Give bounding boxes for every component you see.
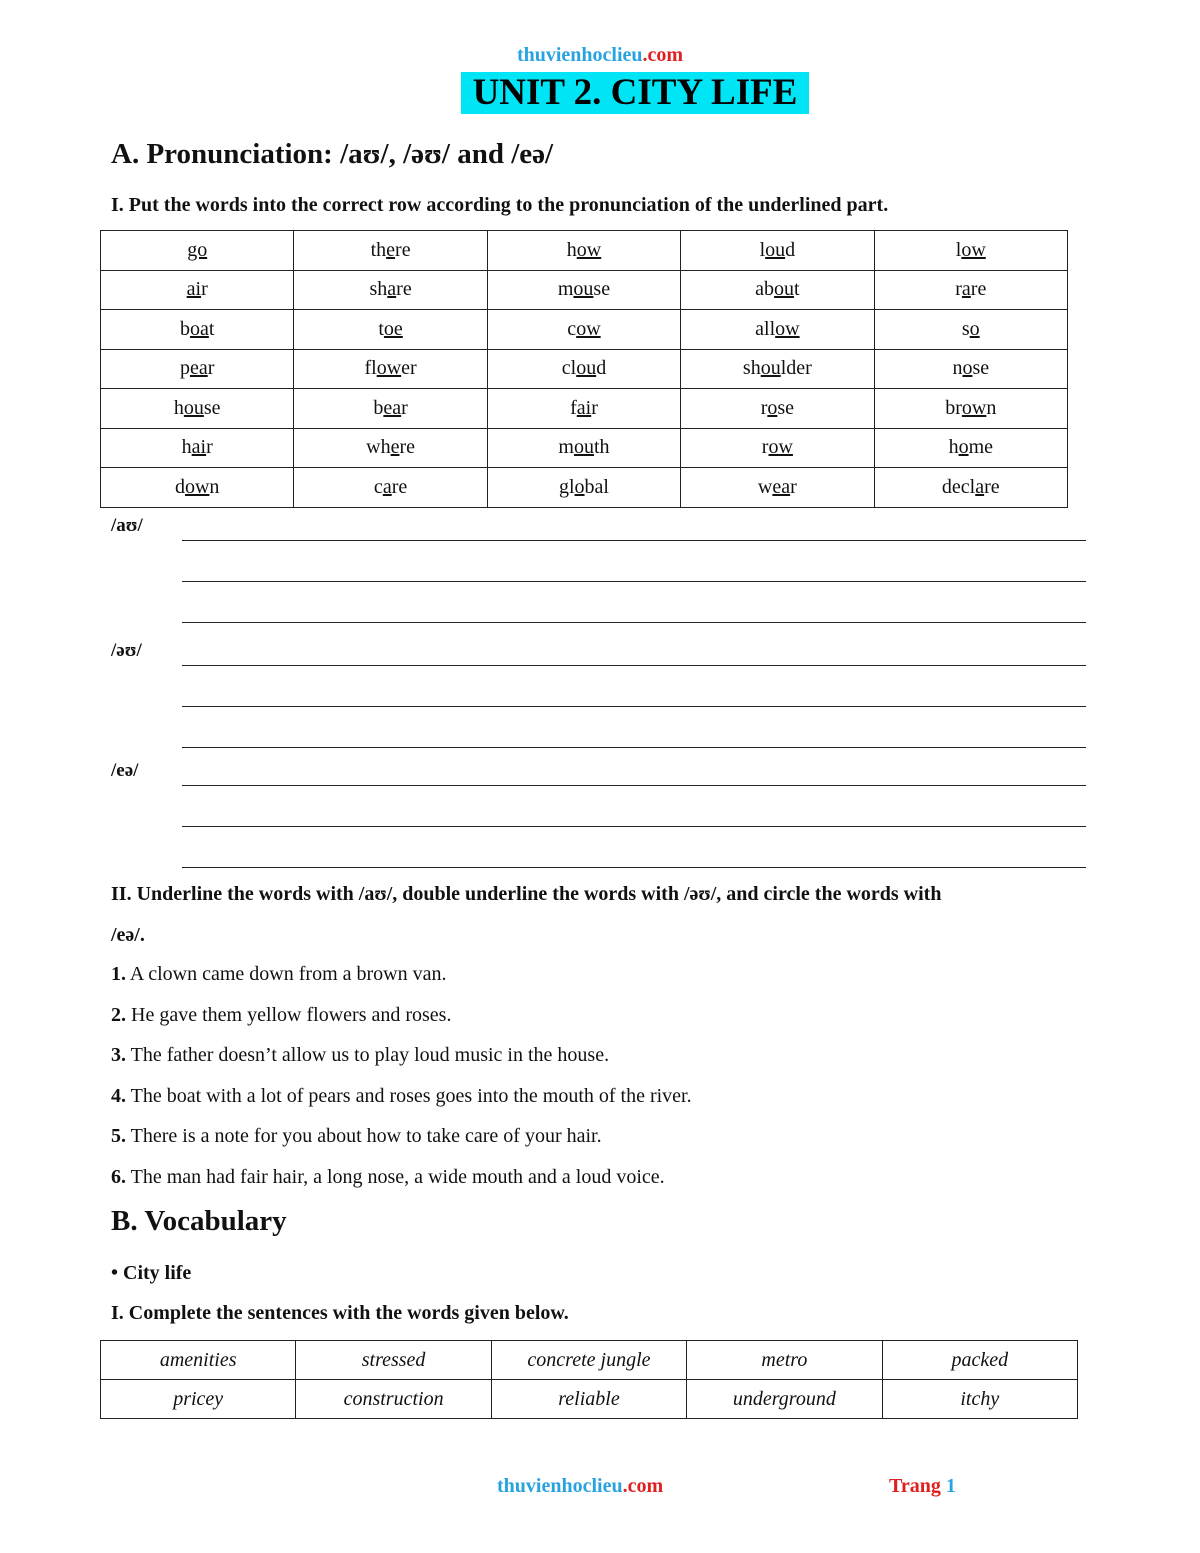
underlined-part: a <box>961 278 971 301</box>
word-cell: toe <box>294 310 487 350</box>
word-cell: care <box>294 468 487 508</box>
word-cell: rose <box>681 389 874 429</box>
word-cell: fair <box>487 389 680 429</box>
word-cell: pear <box>101 349 294 389</box>
vocab-word: packed <box>882 1341 1077 1380</box>
word-cell: share <box>294 270 487 310</box>
word-cell: low <box>874 231 1067 271</box>
table-row <box>101 468 1068 508</box>
word-cell: row <box>681 428 874 468</box>
underlined-part: ow <box>184 475 210 498</box>
answer-line[interactable] <box>182 622 1086 623</box>
answer-line[interactable] <box>182 826 1086 827</box>
sentence-item <box>111 1085 692 1108</box>
sentence-item <box>111 1044 609 1067</box>
underlined-part: a <box>975 475 985 498</box>
underlined-part: ea <box>189 357 208 380</box>
underlined-part: ow <box>576 317 601 340</box>
underlined-part: ea <box>772 475 791 498</box>
underlined-part: ow <box>961 396 987 419</box>
underlined-part: ai <box>186 278 202 301</box>
underlined-part: e <box>386 238 396 261</box>
word-cell: allow <box>681 310 874 350</box>
sentence-text: A clown came down from a brown van. <box>129 963 447 985</box>
underlined-part: oa <box>189 317 209 340</box>
word-cell: nose <box>874 349 1067 389</box>
topic-bullet: • City life <box>111 1262 192 1284</box>
underlined-part: ou <box>183 396 204 419</box>
word-cell: mouth <box>487 428 680 468</box>
underlined-part: o <box>574 475 585 498</box>
word-cell: how <box>487 231 680 271</box>
task-2-instruction-cont: /eə/. <box>111 924 145 946</box>
underlined-part: ou <box>765 238 786 261</box>
sentence-item <box>111 963 447 986</box>
sentence-number: 3. <box>111 1044 126 1067</box>
vocab-word: reliable <box>491 1380 686 1419</box>
site-tld: .com <box>622 1475 664 1497</box>
underlined-part: ow <box>961 238 986 261</box>
word-cell: flower <box>294 349 487 389</box>
underlined-part: oe <box>383 317 403 340</box>
underlined-part: ou <box>573 278 594 301</box>
section-a-heading: A. Pronunciation: /aʊ/, /əʊ/ and /eə/ <box>111 138 554 170</box>
underlined-part: e <box>390 436 400 459</box>
underlined-part: a <box>387 278 397 301</box>
unit-title: UNIT 2. CITY LIFE <box>461 72 809 114</box>
site-name: thuvienhoclieu <box>516 44 643 66</box>
vocab-word: underground <box>687 1380 882 1419</box>
sentence-text: There is a note for you about how to take care of your hair. <box>130 1125 602 1148</box>
table-row <box>101 270 1068 310</box>
underlined-part: go <box>187 238 208 261</box>
sentence-number: 2. <box>111 1003 126 1026</box>
vocab-word: pricey <box>101 1380 296 1419</box>
answer-line[interactable] <box>182 540 1086 541</box>
answer-line[interactable] <box>182 785 1086 786</box>
site-logo-bottom <box>497 1475 663 1498</box>
underlined-part: ea <box>383 396 402 419</box>
sentence-text: He gave them yellow flowers and roses. <box>131 1003 452 1026</box>
vocab-word: concrete jungle <box>491 1341 686 1380</box>
answer-line[interactable] <box>182 747 1086 748</box>
word-cell: home <box>874 428 1067 468</box>
word-cell: so <box>874 310 1067 350</box>
underlined-part: ou <box>774 278 795 301</box>
vocab-word: stressed <box>296 1341 491 1380</box>
answer-line[interactable] <box>182 581 1086 582</box>
sentence-number: 6. <box>111 1166 126 1188</box>
word-cell: shoulder <box>681 349 874 389</box>
word-cell: where <box>294 428 487 468</box>
page-number <box>889 1475 956 1498</box>
table-row <box>101 1341 1078 1380</box>
page-label: Trang <box>889 1475 941 1497</box>
word-cell: boat <box>101 310 294 350</box>
word-cell: down <box>101 468 294 508</box>
answer-line[interactable] <box>182 665 1086 666</box>
word-cell: rare <box>874 270 1067 310</box>
underlined-part: ou <box>573 436 594 459</box>
site-logo-top <box>0 44 1200 67</box>
table-row <box>101 231 1068 271</box>
sentence-item <box>111 1125 602 1148</box>
site-name: thuvienhoclieu <box>497 1475 623 1497</box>
table-row <box>101 428 1068 468</box>
underlined-part: o <box>958 436 969 459</box>
underlined-part: ow <box>768 436 793 459</box>
underlined-part: ow <box>775 317 800 340</box>
word-cell: hair <box>101 428 294 468</box>
underlined-part: o <box>969 317 980 340</box>
table-row <box>101 389 1068 429</box>
vocab-word: construction <box>296 1380 491 1419</box>
sentence-text: The man had fair hair, a long nose, a wide mouth and a loud voice. <box>130 1166 665 1188</box>
table-row <box>101 310 1068 350</box>
sentence-item <box>111 1166 665 1189</box>
vocab-task-instruction: I. Complete the sentences with the words given below. <box>111 1302 569 1324</box>
vocab-word: metro <box>687 1341 882 1380</box>
page-number-value: 1 <box>945 1475 956 1497</box>
table-row <box>101 349 1068 389</box>
word-cell: loud <box>681 231 874 271</box>
word-cell: bear <box>294 389 487 429</box>
site-tld: .com <box>642 44 684 66</box>
word-cell: cloud <box>487 349 680 389</box>
sentence-text: The boat with a lot of pears and roses goes into the mouth of the river. <box>130 1084 692 1107</box>
phoneme-label: /əʊ/ <box>111 640 142 661</box>
underlined-part: ou <box>760 357 781 380</box>
word-cell: air <box>101 270 294 310</box>
pronunciation-table <box>100 230 1068 508</box>
vocab-word: amenities <box>101 1341 296 1380</box>
task-1-instruction: I. Put the words into the correct row according to the pronunciation of the underlined part. <box>111 194 889 216</box>
word-cell: brown <box>874 389 1067 429</box>
underlined-part: ai <box>576 396 592 419</box>
word-cell: house <box>101 389 294 429</box>
underlined-part: a <box>382 475 392 498</box>
underlined-part: ai <box>191 436 207 459</box>
phoneme-label: /eə/ <box>111 760 139 781</box>
sentence-number: 1. <box>111 963 126 985</box>
sentence-number: 4. <box>111 1084 126 1107</box>
sentence-text: The father doesn’t allow us to play loud music in the house. <box>130 1044 610 1067</box>
word-cell: wear <box>681 468 874 508</box>
word-cell: declare <box>874 468 1067 508</box>
underlined-part: o <box>962 357 973 380</box>
underlined-part: ow <box>576 238 602 261</box>
underlined-part: ou <box>576 357 597 380</box>
phoneme-label: /aʊ/ <box>111 515 143 536</box>
word-cell: cow <box>487 310 680 350</box>
word-cell <box>101 231 294 271</box>
answer-line[interactable] <box>182 706 1086 707</box>
table-row <box>101 1380 1078 1419</box>
vocab-word: itchy <box>882 1380 1077 1419</box>
word-cell: global <box>487 468 680 508</box>
sentence-item <box>111 1004 451 1027</box>
sentence-number: 5. <box>111 1125 126 1148</box>
section-b-heading: B. Vocabulary <box>111 1205 287 1237</box>
word-cell: there <box>294 231 487 271</box>
task-2-instruction: II. Underline the words with /aʊ/, double underline the words with /əʊ/, and circle the words with <box>111 883 942 905</box>
word-cell: about <box>681 270 874 310</box>
underlined-part: o <box>767 396 778 419</box>
underlined-part: ow <box>376 357 402 380</box>
answer-line[interactable] <box>182 867 1086 868</box>
word-cell: mouse <box>487 270 680 310</box>
word-box-table <box>100 1340 1078 1419</box>
